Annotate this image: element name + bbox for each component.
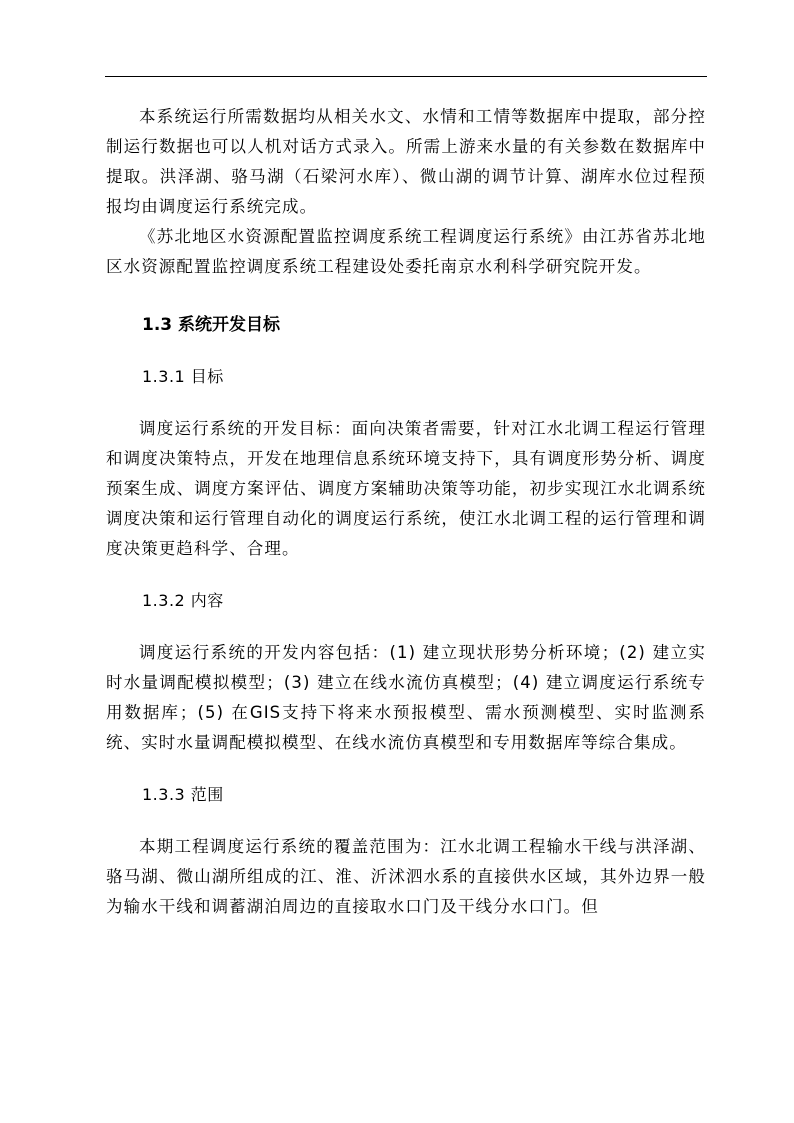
intro-paragraph-2: 《苏北地区水资源配置监控调度系统工程调度运行系统》由江苏省苏北地区水资源配置监控调度系统工程建设处委托南京水利科学研究院开发。 <box>106 227 706 276</box>
intro-paragraph-1: 本系统运行所需数据均从相关水文、水情和工情等数据库中提取，部分控制运行数据也可以人机对话方式录入。所需上游来水量的有关参数在数据库中提取。洪泽湖、骆马湖（石梁河水库）、微山湖的调节计算、湖库水位过程预报均由调度运行系统完成。 <box>106 107 706 216</box>
paragraph-1-3-1: 调度运行系统的开发目标：面向决策者需要，针对江水北调工程运行管理和调度决策特点，开发在地理信息系统环境支持下，具有调度形势分析、调度预案生成、调度方案评估、调度方案辅助决策等功能，初步实现江水北调系统调度决策和运行管理自动化的调度运行系统，使江水北调工程的运行管理和调度决策更趋科学、合理。 <box>106 419 706 558</box>
section-heading-1-3: 1.3 系统开发目标 <box>142 315 281 335</box>
paragraph-1-3-3: 本期工程调度运行系统的覆盖范围为：江水北调工程输水干线与洪泽湖、骆马湖、微山湖所组成的江、淮、沂沭泗水系的直接供水区域，其外边界一般为输水干线和调蓄湖泊周边的直接取水口门及干线分水口门。但 <box>106 837 706 916</box>
document-body <box>106 102 706 922</box>
subsection-heading-1-3-3: 1.3.3 范围 <box>142 785 224 804</box>
paragraph-1-3-2: 调度运行系统的开发内容包括：(1) 建立现状形势分析环境；(2) 建立实时水量调配模拟模型；(3) 建立在线水流仿真模型；(4) 建立调度运行系统专用数据库；(5) 在GIS支持下将来水预报模型、需水预测模型、实时监测系统、实时水量调配模拟模型、在线水流仿真模型和专用数据库等综合集成。 <box>106 643 706 752</box>
header-rule <box>105 76 707 77</box>
subsection-heading-1-3-2: 1.3.2 内容 <box>142 591 224 610</box>
subsection-heading-1-3-1: 1.3.1 目标 <box>142 367 224 386</box>
